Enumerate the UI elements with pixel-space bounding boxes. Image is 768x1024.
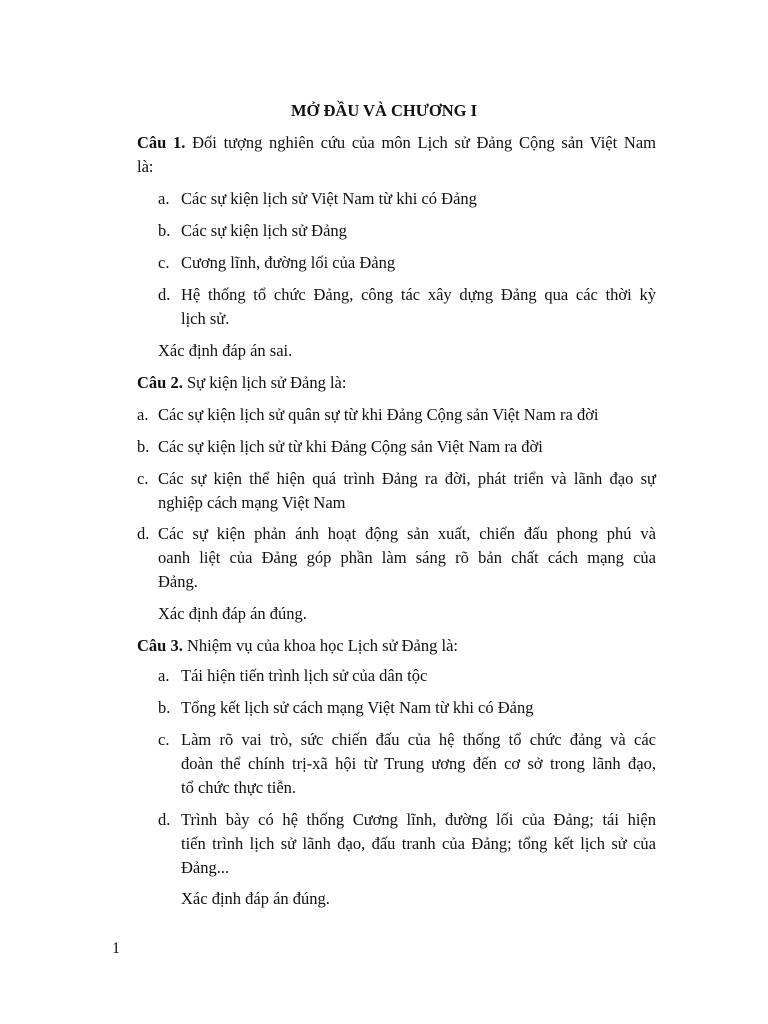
q2-option-b: Các sự kiện lịch sử từ khi Đảng Cộng sản Việt Nam ra đời [158,437,543,456]
q2-option-a: Các sự kiện lịch sử quân sự từ khi Đảng Cộng sản Việt Nam ra đời [158,405,599,424]
option-marker: d. [137,524,150,543]
q1-option-c: Cương lĩnh, đường lối của Đảng [181,253,396,272]
option-marker: d. [158,810,171,829]
q3-option-a: Tái hiện tiến trình lịch sử của dân tộc [181,666,428,685]
question-2-number: Câu 2. [137,373,183,392]
option-marker: b. [137,437,150,456]
q3-option-d-cont: tiến trình lịch sử lãnh đạo, đấu tranh của Đảng; tổng kết lịch sử của [181,834,656,853]
option-marker: c. [158,730,170,749]
q3-option-c: Làm rõ vai trò, sức chiến đấu của hệ thống tổ chức đảng và các [181,730,656,749]
page-title: MỞ ĐẦU VÀ CHƯƠNG I [290,101,478,120]
option-marker: c. [137,469,149,488]
q1-option-a: Các sự kiện lịch sử Việt Nam từ khi có Đảng [181,189,477,208]
option-marker: a. [158,666,170,685]
option-marker: a. [158,189,170,208]
question-3 [137,634,768,658]
q1-option-d: Hệ thống tổ chức Đảng, công tác xây dựng Đảng qua các thời kỳ [181,285,656,304]
q3-option-d: Trình bày có hệ thống Cương lĩnh, đường lối của Đảng; tái hiện [181,810,656,829]
q2-option-d-cont: oanh liệt của Đảng góp phần làm sáng rõ bản chất cách mạng của [158,548,656,567]
q2-option-c-cont: nghiệp cách mạng Việt Nam [158,493,346,512]
question-2-text: Sự kiện lịch sử Đảng là: [186,373,347,392]
q2-option-c: Các sự kiện thể hiện quá trình Đảng ra đời, phát triển và lãnh đạo sự [158,469,656,488]
q2-option-d-cont2: Đảng. [158,572,198,591]
q3-option-c-cont: đoàn thể chính trị-xã hội từ Trung ương đến cơ sở trong lãnh đạo, [181,754,656,773]
q3-option-d-cont2: Đảng... [181,858,230,877]
option-marker: c. [158,253,170,272]
option-marker: d. [158,285,171,304]
page-number: 1 [112,940,120,957]
q1-option-d-cont: lịch sử. [181,309,230,328]
q1-instruction: Xác định đáp án sai. [158,341,293,360]
option-marker: b. [158,698,171,717]
q3-instruction: Xác định đáp án đúng. [181,889,330,908]
question-1-number: Câu 1. [137,133,186,152]
question-3-text: Nhiệm vụ của khoa học Lịch sử Đảng là: [186,636,459,655]
question-1 [137,131,656,155]
question-3-number: Câu 3. [137,636,183,655]
question-1-text: Đối tượng nghiên cứu của môn Lịch sử Đảng Cộng sản Việt Nam [192,133,656,152]
question-1-text-cont: là: [137,157,154,176]
q3-option-b: Tổng kết lịch sử cách mạng Việt Nam từ khi có Đảng [181,698,534,717]
option-marker: a. [137,405,149,424]
q3-option-c-cont2: tổ chức thực tiễn. [181,778,297,797]
question-2 [137,371,768,395]
option-marker: b. [158,221,171,240]
q2-instruction: Xác định đáp án đúng. [158,604,307,623]
q1-option-b: Các sự kiện lịch sử Đảng [181,221,347,240]
q2-option-d: Các sự kiện phản ánh hoạt động sản xuất, chiến đấu phong phú và [158,524,656,543]
